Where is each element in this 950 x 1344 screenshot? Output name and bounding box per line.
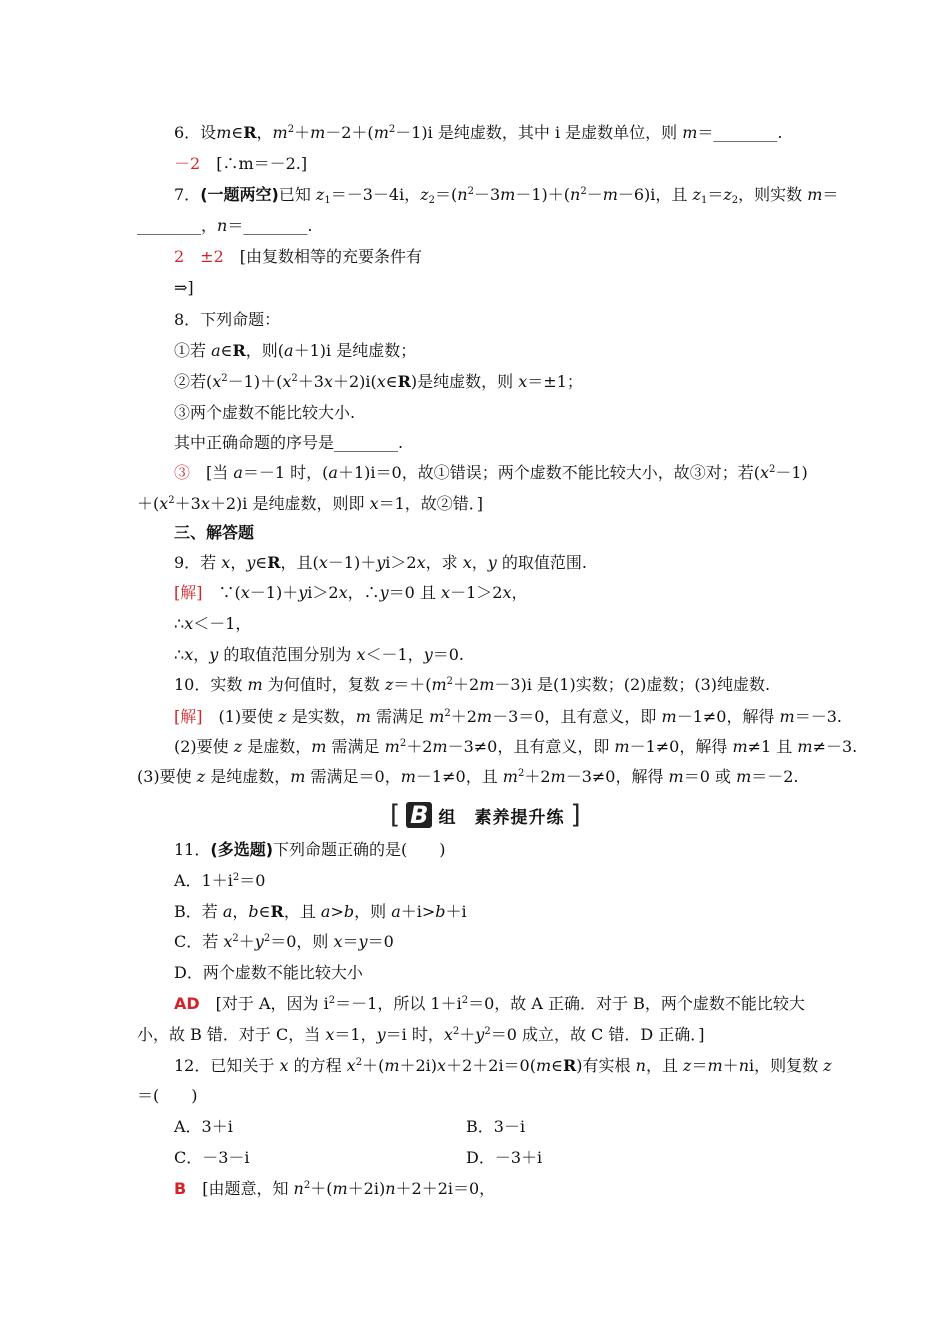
q8-option-2: ②若$(x^2-1)+(x^2+3x+2)i(x\in R)$是纯虚数，则 x＝±1； [174,372,583,391]
q11-answer-line2: 小，故 B 错．对于 C，当 x＝1，y＝i 时，$x^2+y^2=0$ 成立，故 C 错．D 正确．] [137,1025,705,1044]
q10-solution-label: [解] [174,707,203,726]
group-b-header [390,800,581,830]
q7-line2: ________，n＝________. [137,216,313,235]
q11-option-d: D．两个虚数不能比较大小 [174,963,363,982]
group-b-letter: B [406,802,432,828]
q6-number: 6．设 [174,123,217,142]
q8-option-1: ①若 a∈R，则(a＋1)i 是纯虚数； [174,341,417,360]
q6-answer: －2 [174,154,201,173]
q8-answer: ③ [174,463,191,482]
q12-option-d: D．－3＋i [466,1148,543,1167]
q8-option-3: ③两个虚数不能比较大小. [174,403,356,422]
q7-hint: [由复数相等的充要条件有 [239,247,423,266]
q11-option-c: C．若 $x^2+y^2=0$，则 x＝y＝0 [174,932,394,951]
q12-option-c: C．－3－i [174,1148,250,1167]
question-12: 12．已知关于 x 的方程 $x^2+(m+2i)x+2+2i=0(m\in R)$有实根 n，且 z＝m＋ni，则复数 z [174,1056,832,1075]
question-9: 9．若 x，y∈R，且(x－1)＋yi＞2x，求 x，y 的取值范围. [174,553,587,572]
q12-line2: ＝( ) [137,1086,198,1105]
q9-solution-label: [解] [174,583,203,602]
q9-solution-3: ∴x，y 的取值范围分别为 x＜－1，y＝0. [174,645,465,664]
q12-option-a: A．3＋i [174,1117,233,1136]
q11-answer-line: AD [对于 A，因为 $i^2=-1$，所以 $1+i^2=0$，故 A 正确．对于 B，两个虚数不能比较大 [174,994,805,1013]
q10-solution-1: [解] (1)要使 z 是实数，m 需满足 $m^2+2m-3=0$，且有意义，即 m－1≠0，解得 m＝－3. [174,707,842,726]
question-7: 7．(一题两空)已知 $z_1=-3-4i$，$z_2=(n^2-3m-1)+(n^2-m-6)i$，且 $z_1=z_2$，则实数 m＝ [174,185,839,206]
q8-answer-line2: $+(x^2+3x+2)i$ 是纯虚数，则即 x＝1，故②错．] [137,494,484,513]
section-title: 三、解答题 [174,523,255,542]
q6-hint: [∴m＝－2.] [216,154,308,173]
q7-tag: (一题两空) [200,185,279,204]
q7-number: 7． [174,185,201,204]
q6-answer-line [174,153,307,175]
q9-solution-1: [解] ∵(x－1)＋yi＞2x，∴y＝0 且 x－1＞2x， [174,583,528,602]
q11-option-a: A．$1+i^2=0$ [174,871,266,890]
q8-opt1-prefix: ①若 [174,341,207,360]
q8-answer-line: ③ [当 a＝－1 时，(a＋1)i＝0，故①错误；两个虚数不能比较大小，故③对；若$(x^2-1)$ [174,463,808,482]
q11-answer: AD [174,994,200,1013]
left-bracket: [ [390,800,401,830]
q7-answer-line [174,246,422,268]
q8-stem: 8．下列命题： [174,310,281,329]
q11-stem: 下列命题正确的是( ) [273,840,446,859]
q10-solution-3: (3)要使 z 是纯虚数，m 需满足＝0，m－1≠0，且 $m^2+2m-3\ne 0$，解得 m＝0 或 m＝－2. [137,767,799,786]
q9-solution-2: ∴x＜－1， [174,614,252,633]
q11-number: 11． [174,840,211,859]
q8-ask: 其中正确命题的序号是________. [174,433,404,452]
q12-option-b: B．3－i [466,1117,526,1136]
q7-answer: 2 ±2 [174,247,224,266]
q10-solution-2: (2)要使 z 是虚数，m 需满足 $m^2+2m-3\ne 0$，且有意义，即 m－1≠0，解得 m≠1 且 m≠－3. [174,737,858,756]
question-11 [174,839,446,861]
question-6: 6．设m∈R，$m^2+m-2+(m^2-1)i$ 是纯虚数，其中 i 是虚数单位，则 m＝________. [174,123,783,142]
q12-answer: B [174,1179,187,1198]
q11-tag: (多选题) [210,840,274,859]
q7-hint-end: ⇒] [174,278,194,297]
q12-answer-line: B [由题意，知 $n^2+(m+2i)n+2+2i=0$， [174,1179,496,1198]
question-10: 10．实数 m 为何值时，复数 $z=+(m^2+2m-3)i$ 是(1)实数；(2)虚数；(3)纯虚数. [174,675,771,694]
q11-option-b: B．若 a，b∈R，且 a>b，则 a＋i>b＋i [174,902,467,921]
group-b-title: 组 素养提升练 [438,807,565,828]
right-bracket: ] [570,800,581,830]
